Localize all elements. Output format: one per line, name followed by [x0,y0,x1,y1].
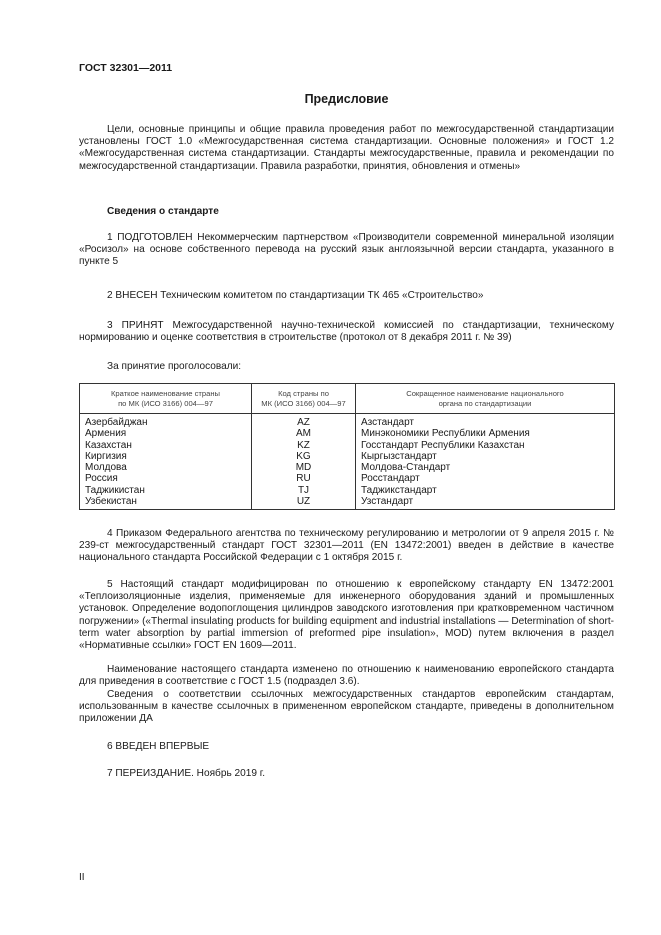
standards-body: Росстандарт [361,473,420,485]
country-name: Молдова [85,462,127,474]
votes-table [79,383,615,510]
country-code: TJ [297,484,310,496]
country-name: Казахстан [85,439,132,451]
country-code: KZ [297,439,310,451]
header-standards-body: Сокращенное наименование национального органа по стандартизации [356,384,615,414]
country-name: Таджикистан [85,484,145,496]
country-code: KG [296,450,311,462]
item-5-paragraph: 5 Настоящий стандарт модифицирован по отношению к европейскому стандарту EN 13472:2001 «Теплоизоляционные изделия, применяемые для инженерного оборудования зданий и промышленных установок. Определение водопоглощения цилиндров заводского изготовления при кратковременном частичном погружении» («Thermal insulating products for building equipment and industrial installations — Determination of short-term water absorption by partial immersion of preformed pipe insulation», MOD) путем включения в раздел «Нормативные ссылки» ГОСТ EN 1609—2011. [79,579,614,652]
standards-body: Кыргызстандарт [361,450,437,462]
country-code: MD [295,462,312,474]
item-5-references-paragraph: Сведения о соответствии ссылочных межгосударственных стандартов европейским стандартам, использованным в качестве ссылочных в примененном европейском стандарте, приведены в дополнительном приложении ДА [79,689,614,725]
standards-body: Молдова-Стандарт [361,462,451,474]
item-5-name-change-paragraph: Наименование настоящего стандарта изменено по отношению к наименованию европейского стандарта для приведения в соответствие с ГОСТ 1.5 (подраздел 3.6). [79,664,614,688]
standard-info-heading: Сведения о стандарте [107,206,219,217]
country-code: UZ [296,496,311,508]
country-code: RU [296,473,311,485]
item-4-paragraph: 4 Приказом Федерального агентства по техническому регулированию и метрологии от 9 апреля 2015 г. № 239-ст межгосударственный стандарт ГОСТ 32301—2011 (EN 13472:2001) введен в действие в качестве национального стандарта Российской Федерации с 1 октября 2015 г. [79,528,614,564]
country-code: AM [296,428,311,440]
votes-table-body-row [80,414,615,510]
country-codes-cell [252,414,356,510]
votes-table-header-row [80,384,615,414]
document-code: ГОСТ 32301—2011 [79,62,173,74]
country-name: Киргизия [85,450,127,462]
standards-bodies-cell [356,414,615,510]
item-7-paragraph: 7 ПЕРЕИЗДАНИЕ. Ноябрь 2019 г. [107,768,266,779]
standards-body: Таджикстандарт [361,484,437,496]
standards-body: Узстандарт [361,496,414,508]
voted-label: За принятие проголосовали: [107,361,242,372]
country-name: Узбекистан [85,496,137,508]
item-2-paragraph: 2 ВНЕСЕН Техническим комитетом по стандартизации ТК 465 «Строительство» [107,290,484,301]
standards-body: Азстандарт [361,417,415,428]
country-name: Армения [85,428,127,440]
item-1-paragraph: 1 ПОДГОТОВЛЕН Некоммерческим партнерством «Производители современной минеральной изоляции «Росизол» на основе собственного перевода на русский язык англоязычной версии стандарта, указанного в пункте 5 [79,232,614,268]
intro-paragraph: Цели, основные принципы и общие правила проведения работ по межгосударственной стандартизации установлены ГОСТ 1.0 «Межгосударственная система стандартизации. Основные положения» и ГОСТ 1.2 «Межгосударственная система стандартизации. Стандарты межгосударственные, правила и рекомендации по межгосударственной стандартизации. Правила разработки, принятия, обновления и отмены» [79,124,614,172]
header-country-code: Код страны по МК (ИСО 3166) 004—97 [252,384,356,414]
standards-body: Госстандарт Республики Казахстан [361,439,525,451]
country-code: AZ [297,417,310,428]
country-name: Россия [85,473,118,485]
country-name: Азербайджан [85,417,148,428]
page-number: II [79,872,85,883]
item-6-paragraph: 6 ВВЕДЕН ВПЕРВЫЕ [107,741,210,752]
header-country-name: Краткое наименование страны по МК (ИСО 3166) 004—97 [80,384,252,414]
standards-body: Минэкономики Республики Армения [361,428,530,440]
country-names-cell [80,414,252,510]
page-title: Предисловие [304,92,389,106]
item-3-paragraph: 3 ПРИНЯТ Межгосударственной научно-технической комиссией по стандартизации, техническому нормированию и оценке соответствия в строительстве (протокол от 8 декабря 2011 г. № 39) [79,320,614,344]
